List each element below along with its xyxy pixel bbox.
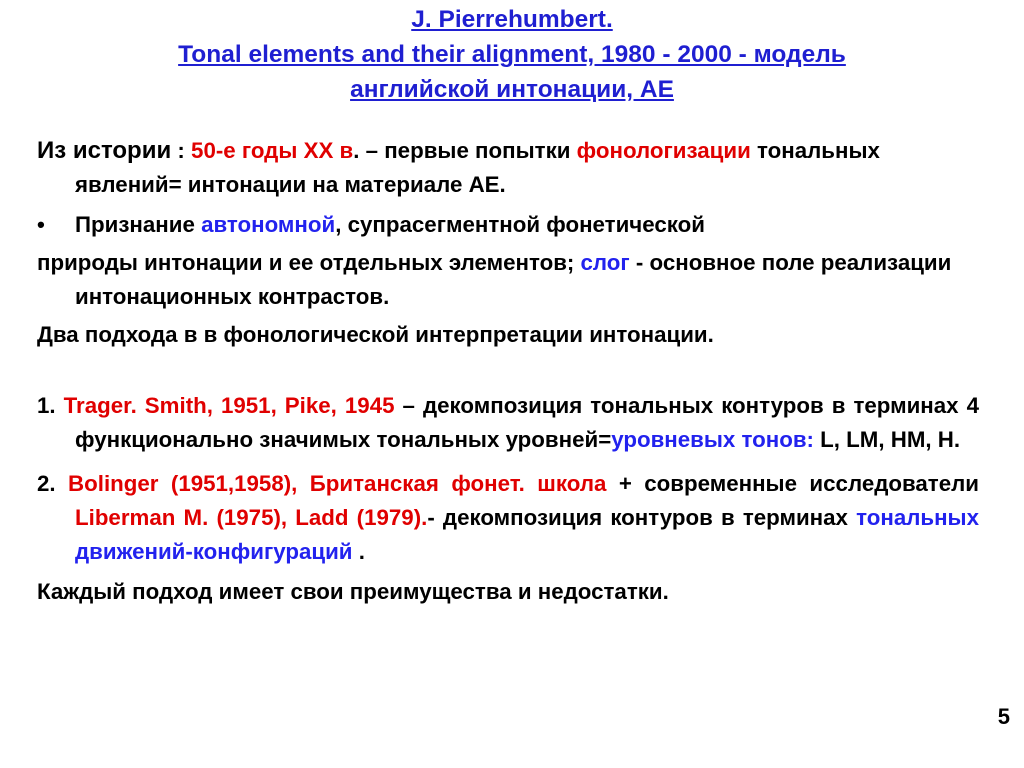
title-line-3: английской интонации, АЕ — [350, 76, 674, 103]
title-line-2: Tonal elements and their alignment, 1980 - 2000 - модель — [178, 41, 846, 68]
title-line-1: J. Pierrehumbert. — [411, 6, 613, 33]
bullet-post: , супрасегментной фонетической — [335, 212, 705, 237]
bullet-marker: • — [37, 212, 45, 237]
history-rest: тональных явлений= интонации на материале АЕ. — [75, 138, 880, 197]
approach-1-refs: Trager. Smith, 1951, Pike, 1945 — [63, 393, 395, 418]
nature-paragraph — [37, 246, 979, 314]
approach-1 — [37, 389, 979, 457]
history-mid: . – первые попытки — [353, 138, 577, 163]
history-paragraph — [37, 134, 979, 202]
approach-2-desc: - декомпозиция контуров в терминах — [427, 505, 857, 530]
bullet-item — [37, 208, 979, 242]
bullet-pre: Признание — [75, 212, 202, 237]
approach-1-number: 1. — [37, 393, 64, 418]
approach-2-number: 2. — [37, 471, 69, 496]
nature-post: - основное поле реализации интонационных контрастов. — [75, 250, 952, 309]
approach-1-levels: L, LM, HM, H. — [813, 427, 961, 452]
approach-2-end: . — [352, 539, 365, 564]
approach-2-refs: Bolinger (1951,1958), Британская фонет. школа — [68, 471, 607, 496]
level-tones-term: уровневых тонов: — [611, 427, 814, 452]
conclusion-paragraph: Каждый подход имеет свои преимущества и недостатки. — [37, 579, 669, 604]
approach-2-mid: + современные исследователи — [606, 471, 979, 496]
phonologization-term: фонологизации — [576, 138, 751, 163]
nature-pre: природы интонации и ее отдельных элементов; — [37, 250, 581, 275]
two-approaches-paragraph: Два подхода в в фонологической интерпретации интонации. — [37, 322, 714, 347]
page-number: 5 — [997, 704, 1010, 729]
approach-2-refs-2: Liberman M. (1975), Ladd (1979). — [75, 505, 428, 530]
approach-2 — [37, 467, 979, 569]
tonal-movements-term: тональных движений-конфигураций — [75, 505, 980, 564]
slide-title — [40, 2, 984, 107]
slide-body — [37, 134, 979, 609]
history-lead: Из истории — [37, 137, 172, 164]
approach-1-desc: – декомпозиция тональных контуров в терминах 4 функционально значимых тональных уровней= — [75, 393, 980, 452]
history-colon: : — [171, 138, 192, 163]
history-years: 50-е годы XX в — [191, 138, 354, 163]
syllable-term: слог — [580, 250, 630, 275]
autonomous-term: автономной — [201, 212, 336, 237]
